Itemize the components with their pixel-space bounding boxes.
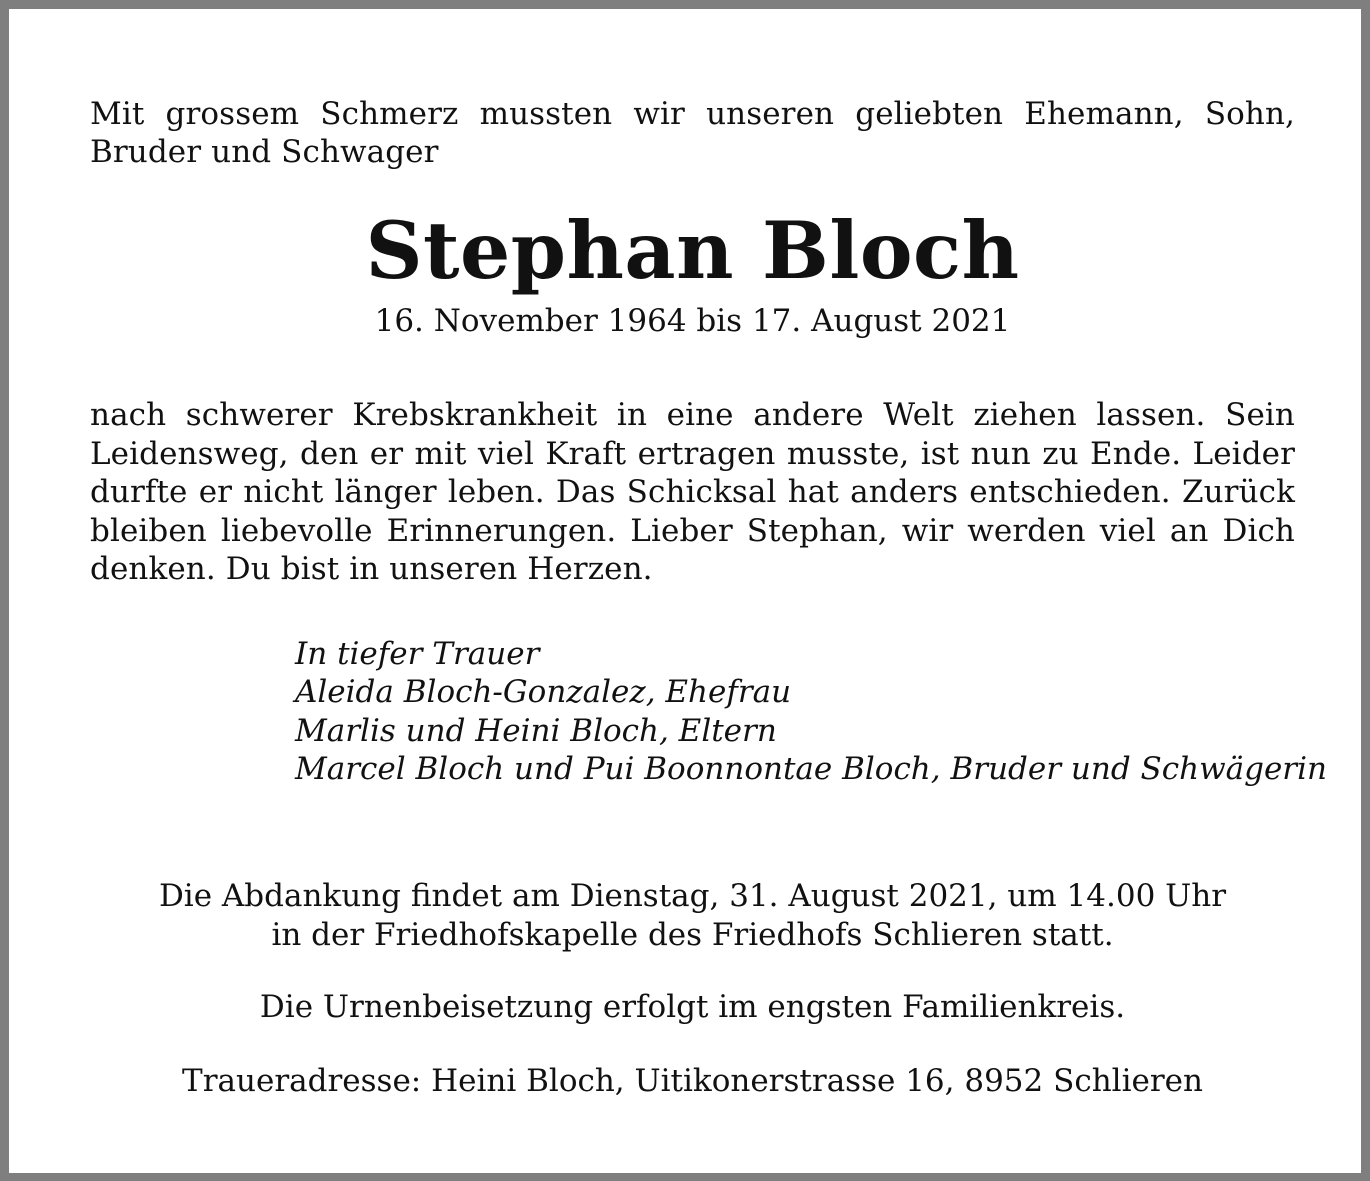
deceased-name: Stephan Bloch (365, 204, 1020, 297)
obituary-notice (90, 95, 1328, 1100)
mourners-line-heading: In tiefer Trauer (295, 635, 540, 672)
mourners-line-wife: Aleida Bloch-Gonzalez, Ehefrau (295, 674, 792, 710)
life-dates: 16. November 1964 bis 17. August 2021 (374, 303, 1011, 339)
mourning-address: Traueradresse: Heini Bloch, Uitikonerstrasse 16, 8952 Schlieren (182, 1062, 1203, 1099)
mourners-list (295, 635, 1328, 789)
mourners-line-parents: Marlis und Heini Bloch, Eltern (295, 712, 777, 749)
ceremony-line-date: Die Abdankung findet am Dienstag, 31. August 2021, um 14.00 Uhr (158, 877, 1227, 914)
burial-info: Die Urnenbeisetzung erfolgt im engsten Familienkreis. (259, 988, 1126, 1025)
intro-text: Mit grossem Schmerz mussten wir unseren geliebten Ehemann, Sohn, Bruder und Schwager (90, 96, 1295, 170)
mourners-line-brother: Marcel Bloch und Pui Boonnontae Bloch, Bruder und Schwägerin (295, 751, 1328, 787)
body-text: nach schwerer Krebskrankheit in eine andere Welt ziehen lassen. Sein Leidensweg, den er mit viel Kraft ertragen musste, ist nun zu Ende. Leider durfte er nicht länger leben. Das Schicksal hat anders entschieden. Zurück bleiben liebevolle Erinnerungen. Lieber Stephan, wir werden viel an Dich denken. Du bist in unseren Herzen. (90, 397, 1295, 587)
ceremony-info (90, 877, 1295, 955)
ceremony-line-place: in der Friedhofskapelle des Friedhofs Schlieren statt. (271, 916, 1114, 953)
